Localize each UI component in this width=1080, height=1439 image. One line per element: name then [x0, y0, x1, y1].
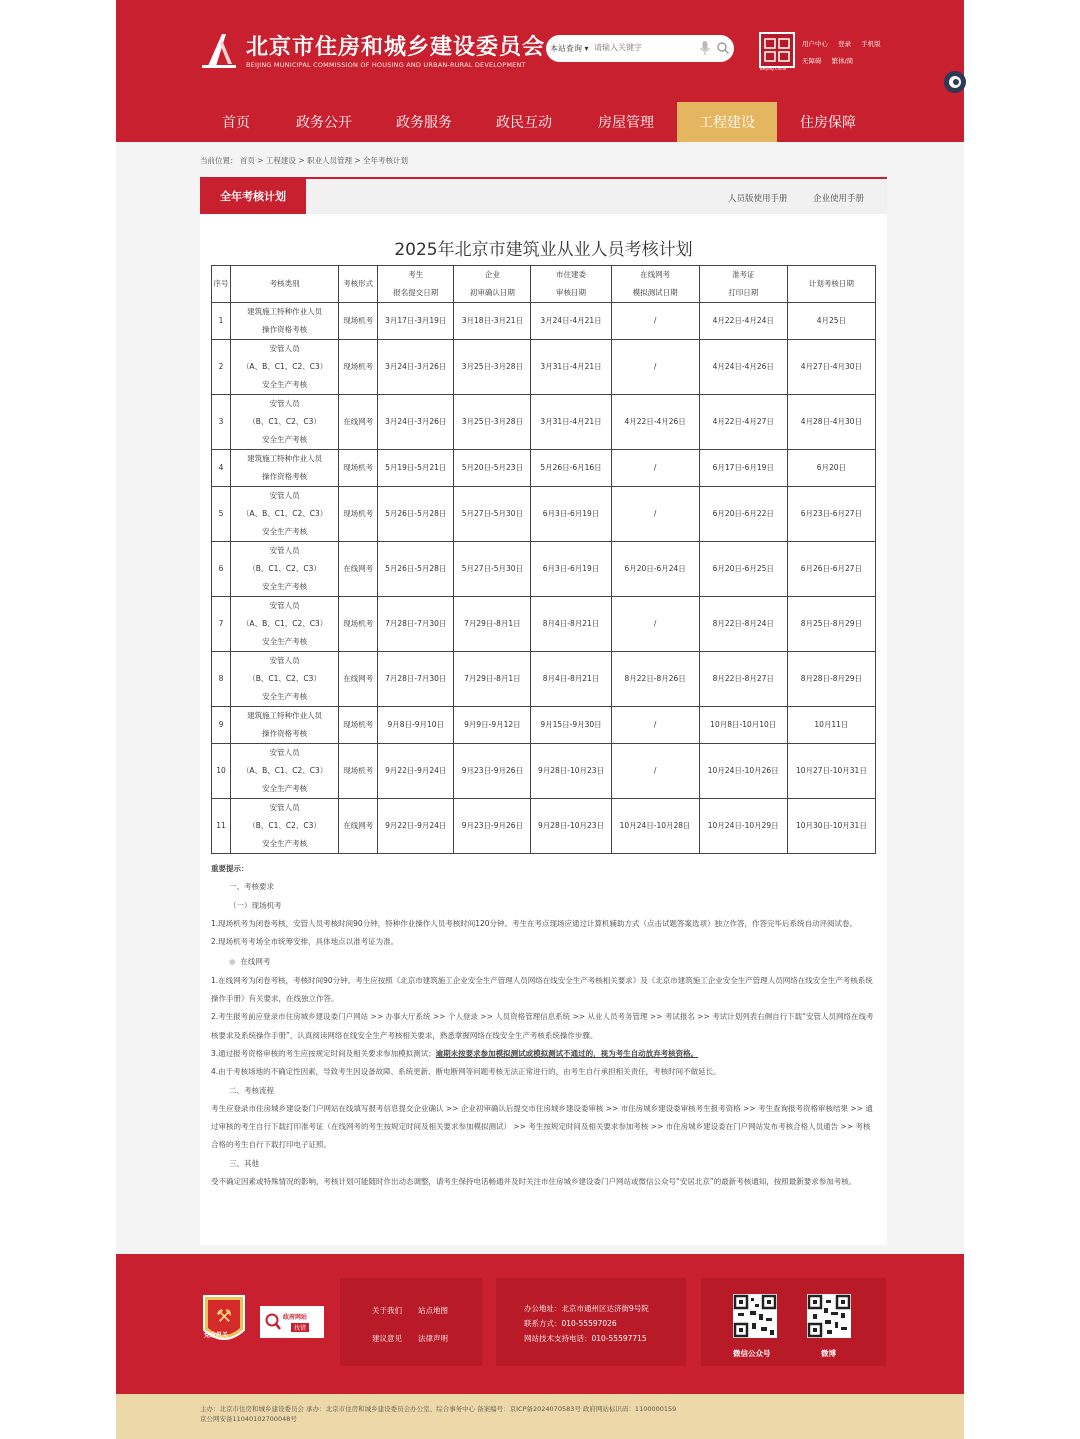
table-row [212, 597, 876, 652]
party-gov-badge-icon[interactable] [200, 1290, 248, 1350]
cell-category [231, 799, 339, 854]
table-row [212, 487, 876, 542]
notes-paragraph: 1.在线网考为闭卷考核，考核时间90分钟。考生应按照《北京市建筑施工企业安全生产管理人员网络在线安全生产考核相关要求》及《北京市建筑施工企业安全生产管理人员网络在线安全生产考核系统操作手册》有关要求，在线独立作答。 [211, 975, 873, 1004]
personnel-manual-link[interactable]: 人员版使用手册 [728, 194, 788, 204]
cell-review: 8月4日-8月21日 [531, 597, 611, 652]
cell-admit-print: 6月17日-6月19日 [699, 450, 787, 487]
party-badge-label: 党政机关 [204, 1332, 229, 1339]
cell-no: 2 [212, 340, 231, 395]
category-line: （B、C1、C2、C3） [248, 417, 321, 426]
table-row [212, 395, 876, 450]
cell-category [231, 652, 339, 707]
header-links [802, 36, 889, 70]
important-notes [211, 860, 877, 1191]
cell-review: 8月4日-8月21日 [531, 652, 611, 707]
category-line: 建筑施工特种作业人员 [247, 454, 323, 463]
cell-registration: 3月24日-3月26日 [378, 395, 454, 450]
left-margin [0, 0, 116, 1439]
footer-qr-box [701, 1278, 886, 1366]
cell-registration: 9月22日-9月24日 [378, 799, 454, 854]
cell-review: 6月3日-6月19日 [531, 542, 611, 597]
cell-registration: 7月28日-7月30日 [378, 652, 454, 707]
notes-paragraph: 2.考生报考前应登录市住房城乡建设委门户网站 >> 办事大厅系统 >> 个人登录 >> 人员资格管理信息系统 >> 从业人员考务管理 >> 考试报名 >> 考试计划列表右侧自行下载“安管人员网络在线考核要求及系统操作手册”，认真阅读网络在线安全生产考核相关要求，熟悉掌握网络在线安全生产考核系统操作步骤。 [211, 1012, 874, 1040]
category-line: （A、B、C1、C2、C3） [241, 509, 328, 518]
cell-exam-date: 10月27日-10月31日 [787, 744, 875, 799]
cell-no: 8 [212, 652, 231, 707]
category-line: （A、B、C1、C2、C3） [241, 362, 328, 371]
cell-form: 现场机考 [339, 597, 378, 652]
contact-phone: 联系方式：010-55597026 [524, 1319, 617, 1328]
cell-exam-date: 6月20日 [787, 450, 875, 487]
nav-construction[interactable]: 工程建设 [677, 102, 777, 142]
category-line: 安全生产考核 [262, 435, 308, 444]
page [116, 0, 964, 1439]
cell-exam-date: 10月11日 [787, 707, 875, 744]
cell-admit-print: 4月22日-4月27日 [699, 395, 787, 450]
accessibility-link[interactable]: 无障碍 [802, 57, 822, 65]
cell-admit-print: 10月24日-10月26日 [699, 744, 787, 799]
cell-mock-test: 10月24日-10月28日 [611, 799, 699, 854]
cell-category [231, 744, 339, 799]
exam-plan-table [211, 265, 876, 854]
wechat-qr-icon[interactable] [733, 1294, 777, 1338]
category-line: 安全生产考核 [262, 637, 308, 646]
cell-enterprise-confirm: 5月27日-5月30日 [454, 542, 531, 597]
about-link[interactable]: 关于我们 [372, 1306, 402, 1315]
cell-registration: 3月24日-3月26日 [378, 340, 454, 395]
footer-links-box [340, 1278, 482, 1366]
cell-registration: 9月8日-9月10日 [378, 707, 454, 744]
header-exam-date: 计划考核日期 [787, 266, 875, 303]
gov-website-badge[interactable] [260, 1306, 324, 1338]
cell-exam-date: 4月28日-4月30日 [787, 395, 875, 450]
cell-registration: 3月17日-3月19日 [378, 303, 454, 340]
cell-enterprise-confirm: 7月29日-8月1日 [454, 652, 531, 707]
cell-category [231, 487, 339, 542]
site-header [116, 0, 964, 102]
cell-registration: 5月26日-5月28日 [378, 542, 454, 597]
cell-category [231, 303, 339, 340]
search-input[interactable] [594, 43, 694, 52]
header-registration: 考生 报名提交日期 [378, 266, 454, 303]
cell-enterprise-confirm: 5月27日-5月30日 [454, 487, 531, 542]
category-line: 安管人员 [269, 344, 300, 353]
cell-category [231, 395, 339, 450]
office-address: 办公地址：北京市通州区达济街9号院 [524, 1304, 649, 1313]
notes-section-1b: ● 在线网考 [229, 957, 271, 967]
user-center-link[interactable]: 用户中心 [802, 40, 828, 48]
cell-mock-test: 6月20日-6月24日 [611, 542, 699, 597]
cell-exam-date: 4月25日 [787, 303, 875, 340]
breadcrumb[interactable]: 当前位置： 首页 > 工程建设 > 职业人员管理 > 全年考核计划 [200, 156, 409, 165]
cell-review: 5月26日-6月16日 [531, 450, 611, 487]
cell-enterprise-confirm: 5月20日-5月23日 [454, 450, 531, 487]
microphone-icon[interactable] [698, 40, 712, 56]
nav-housing[interactable]: 房屋管理 [598, 115, 654, 131]
category-line: 操作资格考核 [262, 729, 308, 738]
header-form: 考核形式 [339, 266, 378, 303]
cell-mock-test: / [611, 707, 699, 744]
cell-enterprise-confirm: 9月9日-9月12日 [454, 707, 531, 744]
notes-section-3: 三、其他 [229, 1158, 259, 1168]
legal-link[interactable]: 法律声明 [418, 1334, 448, 1343]
cell-registration: 5月19日-5月21日 [378, 450, 454, 487]
category-line: 安管人员 [269, 399, 300, 408]
cell-form: 在线网考 [339, 542, 378, 597]
tab-bar [200, 177, 887, 214]
notes-paragraph: 考生应登录市住房城乡建设委门户网站在线填写报考信息提交企业确认 >> 企业初审确认后提交市住房城乡建设委审核 >> 市住房城乡建设委审核考生报考资格 >> 考生查询报考资格审核结果 >> 通过审核的考生自行下载打印准考证（在线网考的考生按规定时间及相关要求参加模拟测试） >> 考生按规定时间及相关要求参加考核 >> 市住房城乡建设委在门户网站发布考核合格人员通告 >> 考核合格的考生自行下载打印电子证照。 [211, 1103, 873, 1150]
cell-category [231, 542, 339, 597]
notes-paragraph: 3.通过报考资格审核的考生应按规定时间及相关要求参加模拟测试；逾期未按要求参加模拟测试或模拟测试不通过的，视为考生自动放弃考核资格。 [211, 1048, 699, 1058]
content-card [200, 177, 887, 1245]
category-line: （B、C1、C2、C3） [248, 821, 321, 830]
cell-mock-test: 8月22日-8月26日 [611, 652, 699, 707]
header-enterprise-confirm: 企业 初审确认日期 [454, 266, 531, 303]
cell-admit-print: 8月22日-8月27日 [699, 652, 787, 707]
cell-admit-print: 10月8日-10月10日 [699, 707, 787, 744]
site-footer [116, 1254, 964, 1394]
cell-enterprise-confirm: 3月25日-3月28日 [454, 340, 531, 395]
sitemap-link[interactable]: 站点地图 [418, 1306, 448, 1315]
notes-section-1a: （一）现场机考 [229, 900, 282, 910]
cell-review: 9月28日-10月23日 [531, 799, 611, 854]
table-row [212, 652, 876, 707]
cell-exam-date: 8月28日-8月29日 [787, 652, 875, 707]
cell-no: 7 [212, 597, 231, 652]
feedback-link[interactable]: 建议意见 [372, 1334, 402, 1343]
gov-badge-bottom: 找错 [291, 1323, 309, 1332]
category-line: 建筑施工特种作业人员 [247, 307, 323, 316]
category-line: 安全生产考核 [262, 380, 308, 389]
cell-no: 9 [212, 707, 231, 744]
floating-assistant-icon[interactable] [941, 66, 967, 96]
weibo-qr-icon[interactable] [807, 1294, 851, 1338]
cell-mock-test: / [611, 303, 699, 340]
weibo-qr-label: 微博 [821, 1349, 836, 1358]
nav-gov-affairs[interactable]: 政务公开 [296, 115, 352, 131]
document-title: 2025年北京市建筑业从业人员考核计划 [394, 240, 693, 260]
nav-home[interactable]: 首页 [222, 115, 250, 131]
cell-no: 3 [212, 395, 231, 450]
cell-no: 6 [212, 542, 231, 597]
cell-category [231, 450, 339, 487]
cell-review: 3月31日-4月21日 [531, 340, 611, 395]
header-category: 考核类别 [231, 266, 339, 303]
cell-form: 现场机考 [339, 487, 378, 542]
cell-review: 3月31日-4月21日 [531, 395, 611, 450]
footer-bottom-bar [116, 1394, 964, 1439]
traditional-link[interactable]: 繁体/简 [831, 57, 854, 65]
header-review: 市住建委 审核日期 [531, 266, 611, 303]
table-row [212, 799, 876, 854]
beijing-emblem-icon [759, 32, 795, 68]
notes-section-2: 二、考核流程 [229, 1085, 274, 1095]
table-row [212, 744, 876, 799]
cell-admit-print: 8月22日-8月24日 [699, 597, 787, 652]
notes-paragraph: 1.现场机考为闭卷考核，安管人员考核时间90分钟，特种作业操作人员考核时间120分钟。考生在考点现场应通过计算机辅助方式（点击试题答案选项）独立作答，作答完毕后系统自动评阅试卷。 [211, 918, 858, 928]
cell-review: 9月28日-10月23日 [531, 744, 611, 799]
cell-no: 5 [212, 487, 231, 542]
cell-admit-print: 4月22日-4月24日 [699, 303, 787, 340]
table-row [212, 707, 876, 744]
header-admit-print: 准考证 打印日期 [699, 266, 787, 303]
category-line: 安全生产考核 [262, 784, 308, 793]
category-line: 安管人员 [269, 601, 300, 610]
cell-category [231, 707, 339, 744]
cell-exam-date: 6月26日-6月27日 [787, 542, 875, 597]
table-row [212, 542, 876, 597]
mobile-link[interactable]: 手机版 [861, 40, 881, 48]
cell-form: 现场机考 [339, 707, 378, 744]
cell-enterprise-confirm: 9月23日-9月26日 [454, 799, 531, 854]
category-line: 安管人员 [269, 803, 300, 812]
cell-form: 在线网考 [339, 395, 378, 450]
search-box [546, 35, 734, 62]
category-line: 安管人员 [269, 748, 300, 757]
table-row [212, 340, 876, 395]
main-nav [116, 102, 964, 142]
cell-form: 现场机考 [339, 340, 378, 395]
category-line: 安全生产考核 [262, 582, 308, 591]
cell-no: 4 [212, 450, 231, 487]
table-row [212, 450, 876, 487]
cell-admit-print: 10月24日-10月29日 [699, 799, 787, 854]
cell-mock-test: / [611, 487, 699, 542]
site-subtitle: BEIJING MUNICIPAL COMMISSION OF HOUSING AND URBAN-RURAL DEVELOPMENT [246, 61, 526, 69]
footer-contact-box [496, 1278, 686, 1366]
cell-enterprise-confirm: 7月29日-8月1日 [454, 597, 531, 652]
cell-admit-print: 4月24日-4月26日 [699, 340, 787, 395]
cell-review: 6月3日-6月19日 [531, 487, 611, 542]
cell-no: 11 [212, 799, 231, 854]
cell-mock-test: / [611, 597, 699, 652]
nav-interaction[interactable]: 政民互动 [496, 115, 552, 131]
cell-mock-test: / [611, 744, 699, 799]
category-line: 操作资格考核 [262, 472, 308, 481]
cell-no: 10 [212, 744, 231, 799]
category-line: 建筑施工特种作业人员 [247, 711, 323, 720]
search-icon[interactable] [716, 40, 730, 56]
tab-annual-plan[interactable]: 全年考核计划 [200, 179, 306, 214]
tech-support-phone: 网站技术支持电话：010-55597715 [524, 1334, 647, 1343]
search-scope-select[interactable]: 本站查询 ▾ [550, 44, 589, 53]
category-line: 安管人员 [269, 491, 300, 500]
cell-exam-date: 10月30日-10月31日 [787, 799, 875, 854]
cell-mock-test: 4月22日-4月26日 [611, 395, 699, 450]
cell-category [231, 597, 339, 652]
wechat-qr-label: 微信公众号 [733, 1349, 771, 1358]
cell-form: 在线网考 [339, 799, 378, 854]
cell-exam-date: 6月23日-6月27日 [787, 487, 875, 542]
login-link[interactable]: 登录 [838, 40, 852, 48]
emblem-caption: Beijing China [760, 66, 787, 71]
cell-category [231, 340, 339, 395]
cell-exam-date: 4月27日-4月30日 [787, 340, 875, 395]
site-title[interactable]: 北京市住房和城乡建设委员会 [246, 35, 546, 60]
site-logo-icon[interactable] [200, 30, 238, 70]
category-line: （B、C1、C2、C3） [248, 674, 321, 683]
notes-paragraph: 2.现场机考考场全市统筹安排，具体地点以准考证为准。 [211, 937, 399, 947]
cell-registration: 7月28日-7月30日 [378, 597, 454, 652]
cell-form: 现场机考 [339, 450, 378, 487]
table-header-row [212, 266, 876, 303]
category-line: 操作资格考核 [262, 325, 308, 334]
category-line: （B、C1、C2、C3） [248, 564, 321, 573]
cell-form: 现场机考 [339, 303, 378, 340]
cell-admit-print: 6月20日-6月25日 [699, 542, 787, 597]
footer-copyright: 主办：北京市住房和城乡建设委员会 承办：北京市住房和城乡建设委员会办公室、综合事务中心 备案编号：京ICP备2024070583号 政府网站标识码：1100000159 [200, 1405, 677, 1413]
cell-form: 现场机考 [339, 744, 378, 799]
nav-security-housing[interactable]: 住房保障 [800, 115, 856, 131]
cell-enterprise-confirm: 3月25日-3月28日 [454, 395, 531, 450]
gov-badge-top: 政府网站 [283, 1314, 308, 1321]
category-line: 安管人员 [269, 656, 300, 665]
cell-mock-test: / [611, 450, 699, 487]
category-line: 安全生产考核 [262, 692, 308, 701]
table-row [212, 303, 876, 340]
category-line: 安全生产考核 [262, 527, 308, 536]
notes-paragraph: 受不确定因素或特殊情况的影响，考核计划可能随时作出动态调整，请考生保持电话畅通并及时关注市住房城乡建设委门户网站或微信公众号“安居北京”的最新考核通知，按照最新要求参加考核。 [211, 1177, 857, 1187]
cell-enterprise-confirm: 9月23日-9月26日 [454, 744, 531, 799]
cell-no: 1 [212, 303, 231, 340]
cell-form: 在线网考 [339, 652, 378, 707]
svg-text:⚒: ⚒ [215, 1306, 233, 1327]
footer-police-record[interactable]: 京公网安备11040102700048号 [200, 1415, 297, 1423]
category-line: 安全生产考核 [262, 839, 308, 848]
category-line: （A、B、C1、C2、C3） [241, 766, 328, 775]
cell-exam-date: 8月25日-8月29日 [787, 597, 875, 652]
cell-mock-test: / [611, 340, 699, 395]
notes-heading: 重要提示： [211, 864, 249, 873]
category-line: （A、B、C1、C2、C3） [241, 619, 328, 628]
nav-gov-services[interactable]: 政务服务 [396, 115, 452, 131]
cell-registration: 5月26日-5月28日 [378, 487, 454, 542]
category-line: 安管人员 [269, 546, 300, 555]
magnifier-icon [264, 1312, 282, 1332]
cell-admit-print: 6月20日-6月22日 [699, 487, 787, 542]
cell-review: 9月15日-9月30日 [531, 707, 611, 744]
enterprise-manual-link[interactable]: 企业使用手册 [813, 194, 865, 204]
notes-section-1: 一、考核要求 [229, 882, 274, 892]
header-mock-test: 在线网考 模拟测试日期 [611, 266, 699, 303]
notes-paragraph: 4.由于考核场地的不确定性因素，导致考生因设备故障、系统更新、断电断网等问题考核无法正常进行的，由考生自行承担相关责任，考核时间不做延长。 [211, 1067, 721, 1077]
cell-registration: 9月22日-9月24日 [378, 744, 454, 799]
header-no: 序号 [212, 266, 231, 303]
cell-review: 3月24日-4月21日 [531, 303, 611, 340]
cell-enterprise-confirm: 3月18日-3月21日 [454, 303, 531, 340]
